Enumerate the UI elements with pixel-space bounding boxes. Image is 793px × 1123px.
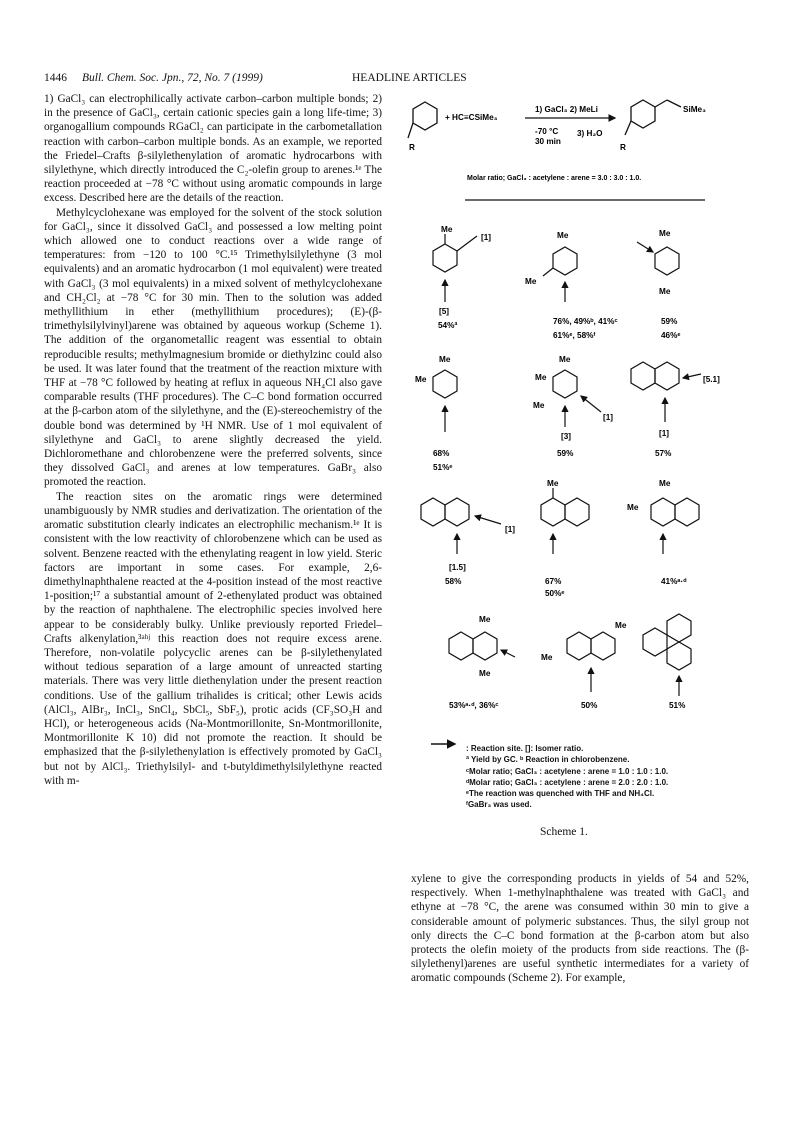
dimethyl26-me-left-label: Me (541, 653, 553, 662)
scheme-1 (405, 92, 750, 812)
naphthalene-ring-2 (445, 498, 469, 526)
product-silyl-label: SiMe₃ (683, 105, 706, 114)
reactant-r-label: R (409, 143, 415, 152)
dimethyl14-me-bottom-label: Me (479, 669, 491, 678)
yield-mxylene-1: 76%, 49%ᵇ, 41%ᶜ (553, 317, 618, 326)
footnote-d: ᵈMolar ratio; GaCl₃ : acetylene : arene = 2.0 : 2.0 : 1.0. (466, 777, 669, 787)
dimethyl14-me-top-label: Me (479, 615, 491, 624)
step-1-2-label: 1) GaCl₃ 2) MeLi (535, 105, 598, 114)
tetralin-iso-51-label: [5.1] (703, 375, 720, 384)
phenanthrene-ring-2 (667, 642, 691, 670)
temperature-label: -70 °C (535, 127, 559, 136)
page-number: 1446 (44, 72, 67, 84)
yield-naphthalene: 58% (445, 577, 462, 586)
yield-pxylene-1: 59% (661, 317, 678, 326)
yield-oxylene-1: 68% (433, 449, 450, 458)
mxylene-me-top-label: Me (557, 231, 569, 240)
dimethyl26-ring-1 (567, 632, 591, 660)
dimethyl14-ring-2 (473, 632, 497, 660)
methylnaph-ring-1 (541, 498, 565, 526)
dimethylnaph-me-1-label: Me (659, 479, 671, 488)
tetralin-saturated-ring (631, 362, 655, 390)
tetralin-aromatic-ring (655, 362, 679, 390)
yield-methylnaph-2: 50%ᵉ (545, 589, 565, 598)
mesitylene-me-3-label: Me (533, 401, 545, 410)
scheme-footnotes (466, 743, 668, 811)
yield-tetralin: 57% (655, 449, 672, 458)
dimethylnaph-ring-2 (675, 498, 699, 526)
product-ring (631, 100, 655, 128)
mesitylene-ring (553, 370, 577, 398)
dimethyl14-ring-1 (449, 632, 473, 660)
step-3-label: 3) H₂O (577, 129, 603, 138)
yield-dimethyl14: 53%ᵃ·ᵈ, 36%ᶜ (449, 701, 499, 710)
footnote-reaction-site: : Reaction site. []: Isomer ratio. (466, 744, 584, 753)
molar-ratio-label: Molar ratio; GaCl₃ : acetylene : arene = 3.0 : 3.0 : 1.0. (467, 175, 642, 182)
footnote-e: ᵉThe reaction was quenched with THF and NH₄Cl. (466, 789, 655, 799)
mxylene-ring (553, 247, 577, 275)
dimethylnaph-ring-1 (651, 498, 675, 526)
scheme-drawing (405, 92, 750, 812)
reactant-ring (413, 102, 437, 130)
yield-methylnaph-1: 67% (545, 577, 562, 586)
methylnaph-ring-2 (565, 498, 589, 526)
footnote-f: ᶠGaBr₃ was used. (466, 800, 532, 810)
left-column (44, 92, 382, 788)
dimethyl26-ring-2 (591, 632, 615, 660)
yield-oxylene-2: 51%ᵉ (433, 463, 453, 472)
dimethyl26-me-right-label: Me (615, 621, 627, 630)
phenanthrene-ring-1 (643, 628, 667, 656)
right-column (411, 872, 749, 986)
pxylene-me-top-label: Me (659, 229, 671, 238)
paragraph-2: Methylcyclohexane was employed for the solvent of the stock solution for GaCl₃, since it dissolved GaCl₃ and possessed a low melting point which allowed one to conduct reactions over a wide range of temperatures: from −120 to 100 °C.¹⁵ Trimethylsilylethyne (3 mol equivalents) and an aromatic hydrocarbon (1 mol equivalent) were treated with GaCl₃ (3 mol equivalents) in a mixed solvent of methylcyclohexane and CH₂Cl₂ at −78 °C for 30 min. Then to the solution was added methyllithium in ether (methyllithium procedures); (E)-(β-trimethylsilylvinyl)arene was obtained by aqueous workup (Scheme 1). The addition of the organometallic reagent was essential to obtain reproducible results; methylmagnesium bromide or diethylzinc could also be used. It was later found that the treatment of the reaction mixture with THF at −78 °C followed by heating at reflux in aqueous NH₄Cl also gave comparable results (THF procedures). The C–C bond formation occurred at the β-carbon atom of the silylethyne, and the (E)-stereochemistry of the double bond was determined by ¹H NMR. Use of 1 mol equivalent of silylethyne and GaCl₃ to arene slightly decreased the yield. Dichloromethane and chlorobenzene were the preferred solvents, since they dissolved GaCl₃ and arenes at low temperatures. GaBr₃ also promoted the reaction. (44, 206, 382, 489)
yield-mesitylene: 59% (557, 449, 574, 458)
journal-citation: Bull. Chem. Soc. Jpn., 72, No. 7 (1999) (82, 72, 263, 84)
yield-mxylene-2: 61%ᵉ, 58%ᶠ (553, 331, 596, 340)
paragraph-3: The reaction sites on the aromatic rings were determined unambiguously by NMR studies and derivatization. The orientation of the aromatic substitution clearly indicates an electrophilic mechanism.¹ᵉ It is consistent with the low reactivity of chlorobenzene which can be used as solvent. Benzene reacted with the ethenylating reagent in low yield. Steric factors are important in some cases. For example, 2,6-dimethylnaphthalene reacted at the 4-position instead of the most reactive 1-position;¹⁷ a substantial amount of 2-ethenylated product was obtained by the reaction of naphthalene. The electrophilic species involved here appear to be considerably bulky. Unlike previously reported Friedel–Crafts alkenylation,³ᵃʰʲ this reaction does not require excess arene. Therefore, non-volatile polycyclic arenes can be β-silylethenylated without tedious separation of a large amount of unreacted starting materials. There was very little diethenylation under the present reaction conditions. Use of the gallium trihalides is critical; other Lewis acids (AlCl₃, AlBr₃, InCl₃, SnCl₄, SbCl₅, SbF₅), protic acids (CF₃SO₃H and HCl), or heterogeneous acids (Na-Montmorillonite, Sn-Montmorillonite, Montmorillonite K 10) did not promote the reaction. It should be emphasized that the β-silylethenylation is effectively promoted by GaCl₃ but not by AlCl₃. Triethylsilyl- and t-butyldimethylsilylethyne reacted with m- (44, 490, 382, 787)
dimethylnaph-me-2-label: Me (627, 503, 639, 512)
yield-pxylene-2: 46%ᵉ (661, 331, 681, 340)
product-r-label: R (620, 143, 626, 152)
yield-dimethylnaph: 41%ᵃ·ᵈ (661, 577, 687, 586)
yield-dimethyl26: 50% (581, 701, 598, 710)
mesitylene-me-1-label: Me (559, 355, 571, 364)
phenanthrene-ring-3 (667, 614, 691, 642)
footnote-c: ᶜMolar ratio; GaCl₃ : acetylene : arene = 1.0 : 1.0 : 1.0. (466, 766, 669, 776)
toluene-iso-label: [1] (481, 233, 492, 242)
paragraph-1: 1) GaCl₃ can electrophilically activate carbon–carbon multiple bonds; 2) in the presence of GaCl₃, certain cationic species gain a long life-time; 3) organogallium compounds RGaCl₂ can participate in the carbometallation reaction with carbon–carbon multiple bonds. As an example, we reported the Friedel–Crafts β-silylethenylation of aromatic hydrocarbons with silylethyne, which directly introduced the C₂-olefin group to arenes.¹ᵉ The reaction proceeded at −78 °C without using aromatic compounds in large excess. Described here are the details of the reaction. (44, 93, 382, 205)
scheme-caption: Scheme 1. (540, 826, 588, 838)
yield-phenanthrene: 51% (669, 701, 686, 710)
oxylene-me-1-label: Me (439, 355, 451, 364)
mxylene-me-left-label: Me (525, 277, 537, 286)
pxylene-ring (655, 247, 679, 275)
tetralin-iso-1-label: [1] (659, 429, 670, 438)
section-title: HEADLINE ARTICLES (352, 72, 467, 84)
methylnaph-me-label: Me (547, 479, 559, 488)
time-label: 30 min (535, 137, 561, 146)
footnote-a-b: ª Yield by GC. ᵇ Reaction in chlorobenzene. (466, 755, 630, 765)
naphthalene-iso-label: [1.5] (449, 563, 466, 572)
naphthalene-ring-1 (421, 498, 445, 526)
mesitylene-iso-3-label: [3] (561, 432, 572, 441)
toluene-me-label: Me (441, 225, 453, 234)
toluene-iso-5-label: [5] (439, 307, 450, 316)
pxylene-me-bottom-label: Me (659, 287, 671, 296)
mesitylene-iso-1-label: [1] (603, 413, 614, 422)
naphthalene-iso-1-label: [1] (505, 525, 516, 534)
oxylene-me-2-label: Me (415, 375, 427, 384)
toluene-ring (433, 244, 457, 272)
reagent-label: + HC≡CSiMe₃ (445, 113, 498, 122)
oxylene-ring (433, 370, 457, 398)
mesitylene-me-2-label: Me (535, 373, 547, 382)
right-paragraph: xylene to give the corresponding products in yields of 54 and 52%, respectively. When 1-methylnaphthalene was treated with GaCl₃ and ethyne at −78 °C, the arene was consumed within 30 min to give a considerable amount of polymeric substances. Thus, the silyl group not only directs the C–C bond formation at the β-carbon atom but also protects the olefin moiety of the products from side reactions. The (β-silylethenyl)arenes are useful synthetic intermediates for a variety of aromatic compounds (Scheme 2). For example, (411, 873, 749, 985)
yield-toluene: 54%ª (438, 321, 458, 330)
